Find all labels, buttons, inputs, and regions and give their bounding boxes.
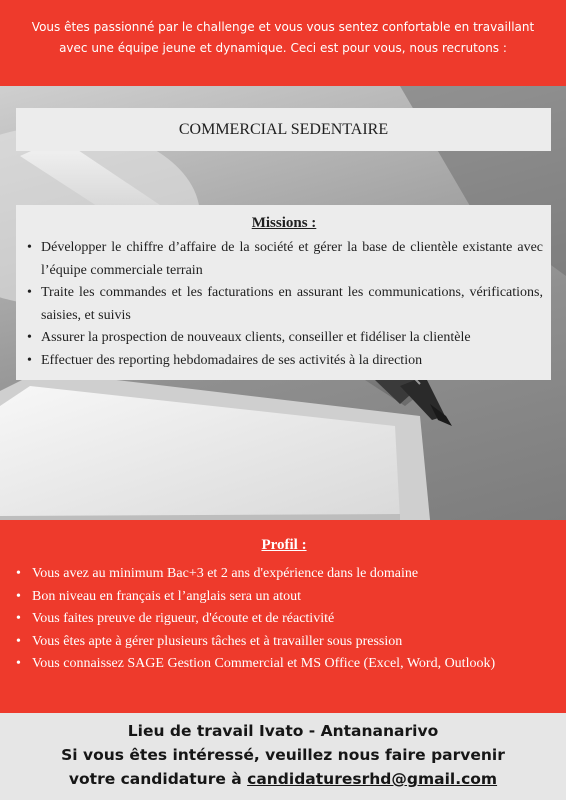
email-prefix: votre candidature à <box>68 770 248 788</box>
contact-footer <box>0 713 566 800</box>
application-email-line <box>0 767 566 791</box>
profil-item: • Vous faites preuve de rigueur, d'écoute et de réactivité <box>16 608 552 631</box>
work-location: Lieu de travail Ivato - Antananarivo <box>127 722 439 740</box>
missions-section <box>16 205 551 380</box>
missions-heading: Missions : <box>251 215 317 231</box>
intro-text: Vous êtes passionné par le challenge et vous vous sentez confortable en travaillant avec une équipe jeune et dynamique. Ceci est pour vous, nous recrutons : <box>31 20 535 55</box>
mission-item: • Effectuer des reporting hebdomadaires de ses activités à la direction <box>25 350 543 373</box>
intro-banner <box>0 0 566 86</box>
profil-item: • Vous avez au minimum Bac+3 et 2 ans d'expérience dans le domaine <box>16 563 552 586</box>
application-instruction: Si vous êtes intéressé, veuillez nous faire parvenir <box>61 746 505 764</box>
mission-item: • Développer le chiffre d’affaire de la société et gérer la base de clientèle existante avec l’équipe commerciale terrain <box>25 237 543 282</box>
job-title: COMMERCIAL SEDENTAIRE <box>178 120 389 138</box>
profil-item: • Vous connaissez SAGE Gestion Commercial et MS Office (Excel, Word, Outlook) <box>16 653 552 676</box>
paper-sheets <box>0 371 430 520</box>
job-title-box <box>16 108 551 151</box>
mission-item: • Assurer la prospection de nouveaux clients, conseiller et fidéliser la clientèle <box>25 327 543 350</box>
mission-item: • Traite les commandes et les facturations en assurant les communications, vérifications, saisies, et suivis <box>25 282 543 327</box>
profil-list <box>16 563 552 676</box>
profil-item: • Vous êtes apte à gérer plusieurs tâches et à travailler sous pression <box>16 631 552 654</box>
profil-heading: Profil : <box>261 537 307 553</box>
profil-section <box>0 520 566 713</box>
missions-list <box>25 237 543 372</box>
profil-item: • Bon niveau en français et l’anglais sera un atout <box>16 586 552 609</box>
email-link[interactable]: candidaturesrhd@gmail.com <box>247 770 498 788</box>
